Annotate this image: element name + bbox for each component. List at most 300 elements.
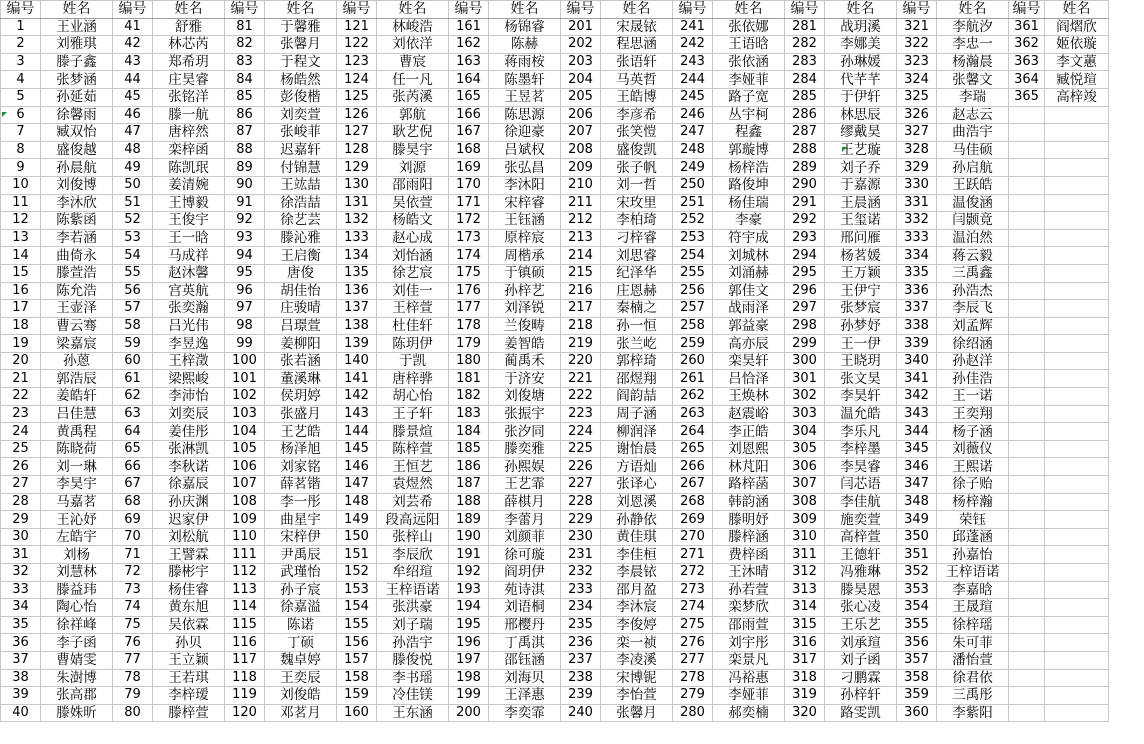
cell-id[interactable]: 338 [897, 317, 937, 335]
cell-name[interactable] [1045, 352, 1109, 370]
cell-name[interactable]: 刘颜菲 [489, 528, 561, 546]
header-cell-id[interactable]: 编号 [785, 1, 825, 19]
cell-id[interactable]: 138 [337, 317, 377, 335]
cell-id[interactable]: 245 [673, 88, 713, 106]
cell-name[interactable]: 王譬霖 [153, 546, 225, 564]
cell-id[interactable]: 50 [113, 176, 153, 194]
cell-name[interactable]: 李梓墨 [825, 440, 897, 458]
cell-id[interactable]: 101 [225, 370, 265, 388]
cell-id[interactable]: 84 [225, 71, 265, 89]
cell-name[interactable]: 陈梓萱 [377, 440, 449, 458]
cell-id[interactable]: 278 [673, 669, 713, 687]
cell-id[interactable]: 325 [897, 88, 937, 106]
cell-id[interactable]: 283 [785, 53, 825, 71]
header-cell-name[interactable]: 姓名 [377, 1, 449, 19]
cell-name[interactable]: 李晨铱 [601, 564, 673, 582]
header-cell-id[interactable]: 编号 [561, 1, 601, 19]
header-cell-name[interactable]: 姓名 [41, 1, 113, 19]
cell-name[interactable] [1045, 493, 1109, 511]
cell-id[interactable]: 79 [113, 687, 153, 705]
cell-name[interactable]: 张子帆 [601, 159, 673, 177]
cell-name[interactable] [1045, 229, 1109, 247]
cell-name[interactable]: 张洪豪 [377, 599, 449, 617]
cell-name[interactable]: 刘俊博 [41, 176, 113, 194]
cell-id[interactable]: 112 [225, 564, 265, 582]
cell-name[interactable]: 刘恩溪 [601, 493, 673, 511]
cell-name[interactable]: 王博毅 [153, 194, 225, 212]
cell-id[interactable] [1009, 247, 1045, 265]
cell-name[interactable]: 曲倚永 [41, 247, 113, 265]
cell-id[interactable]: 110 [225, 528, 265, 546]
cell-name[interactable]: 王钰涵 [489, 212, 561, 230]
cell-name[interactable]: 唐俊 [265, 264, 337, 282]
cell-name[interactable]: 姜皓轩 [41, 388, 113, 406]
cell-id[interactable]: 349 [897, 511, 937, 529]
cell-id[interactable] [1009, 669, 1045, 687]
header-cell-name[interactable]: 姓名 [265, 1, 337, 19]
cell-id[interactable]: 324 [897, 71, 937, 89]
cell-name[interactable]: 刘一哲 [601, 176, 673, 194]
cell-name[interactable]: 王艺皓 [265, 423, 337, 441]
cell-id[interactable]: 251 [673, 194, 713, 212]
header-cell-name[interactable]: 姓名 [713, 1, 785, 19]
cell-name[interactable]: 张梦宸 [825, 300, 897, 318]
cell-name[interactable]: 李怡萱 [601, 687, 673, 705]
cell-id[interactable]: 8 [1, 141, 41, 159]
cell-name[interactable]: 王万颖 [825, 264, 897, 282]
cell-name[interactable]: 王德轩 [825, 546, 897, 564]
cell-name[interactable] [1045, 581, 1109, 599]
cell-id[interactable]: 299 [785, 335, 825, 353]
cell-name[interactable]: 刘雅琪 [41, 36, 113, 54]
cell-name[interactable]: 陈凯珉 [153, 159, 225, 177]
cell-name[interactable]: 张语轩 [601, 53, 673, 71]
cell-id[interactable]: 358 [897, 669, 937, 687]
cell-name[interactable]: 谢怡晨 [601, 440, 673, 458]
cell-id[interactable]: 266 [673, 458, 713, 476]
cell-id[interactable]: 132 [337, 212, 377, 230]
cell-name[interactable]: 曲星宇 [265, 511, 337, 529]
cell-name[interactable]: 臧双怡 [41, 124, 113, 142]
cell-id[interactable]: 92 [225, 212, 265, 230]
cell-id[interactable]: 182 [449, 388, 489, 406]
cell-name[interactable]: 宋博铌 [601, 669, 673, 687]
cell-name[interactable]: 王沐晴 [713, 564, 785, 582]
cell-id[interactable]: 353 [897, 581, 937, 599]
cell-name[interactable]: 高亦辰 [713, 335, 785, 353]
cell-id[interactable]: 195 [449, 616, 489, 634]
cell-name[interactable]: 盛俊越 [41, 141, 113, 159]
cell-id[interactable]: 257 [673, 300, 713, 318]
cell-name[interactable]: 吴依萱 [377, 194, 449, 212]
cell-id[interactable]: 64 [113, 423, 153, 441]
cell-id[interactable] [1009, 423, 1045, 441]
cell-name[interactable]: 刘子瑞 [377, 616, 449, 634]
cell-name[interactable]: 阎韵喆 [601, 388, 673, 406]
cell-name[interactable]: 杨瀚晨 [937, 53, 1009, 71]
cell-id[interactable]: 264 [673, 423, 713, 441]
cell-name[interactable]: 梁嘉宸 [41, 335, 113, 353]
cell-id[interactable]: 337 [897, 300, 937, 318]
cell-id[interactable]: 169 [449, 159, 489, 177]
cell-name[interactable]: 兰俊畴 [489, 317, 561, 335]
cell-id[interactable]: 36 [1, 634, 41, 652]
cell-name[interactable]: 唐梓然 [153, 124, 225, 142]
cell-name[interactable]: 曹云骞 [41, 317, 113, 335]
cell-name[interactable]: 孙琳媛 [825, 53, 897, 71]
cell-id[interactable]: 203 [561, 53, 601, 71]
cell-id[interactable]: 340 [897, 352, 937, 370]
cell-id[interactable]: 99 [225, 335, 265, 353]
cell-id[interactable]: 57 [113, 300, 153, 318]
cell-name[interactable] [1045, 546, 1109, 564]
cell-id[interactable]: 247 [673, 124, 713, 142]
cell-name[interactable]: 王熙诺 [937, 458, 1009, 476]
cell-id[interactable]: 290 [785, 176, 825, 194]
cell-id[interactable]: 95 [225, 264, 265, 282]
cell-id[interactable]: 164 [449, 71, 489, 89]
cell-id[interactable]: 263 [673, 405, 713, 423]
cell-name[interactable]: 薛棋月 [489, 493, 561, 511]
cell-name[interactable]: 吴依霖 [153, 616, 225, 634]
cell-id[interactable]: 173 [449, 229, 489, 247]
cell-id[interactable]: 181 [449, 370, 489, 388]
cell-id[interactable]: 350 [897, 528, 937, 546]
cell-id[interactable]: 129 [337, 159, 377, 177]
cell-id[interactable]: 298 [785, 317, 825, 335]
cell-id[interactable]: 270 [673, 528, 713, 546]
cell-id[interactable]: 294 [785, 247, 825, 265]
cell-id[interactable]: 3 [1, 53, 41, 71]
cell-id[interactable]: 93 [225, 229, 265, 247]
cell-name[interactable]: 孙启航 [937, 159, 1009, 177]
cell-name[interactable]: 郭佳文 [713, 282, 785, 300]
cell-id[interactable]: 239 [561, 687, 601, 705]
cell-id[interactable]: 116 [225, 634, 265, 652]
cell-name[interactable]: 王焕林 [713, 388, 785, 406]
cell-name[interactable]: 于济安 [489, 370, 561, 388]
cell-name[interactable]: 李奕霏 [489, 704, 561, 722]
cell-name[interactable]: 马佳硕 [937, 141, 1009, 159]
cell-name[interactable]: 孙梓艺 [489, 282, 561, 300]
cell-name[interactable]: 侯玥婷 [265, 388, 337, 406]
cell-id[interactable]: 41 [113, 18, 153, 36]
cell-id[interactable]: 73 [113, 581, 153, 599]
cell-id[interactable]: 261 [673, 370, 713, 388]
cell-name[interactable]: 李蕾月 [489, 511, 561, 529]
cell-id[interactable]: 250 [673, 176, 713, 194]
cell-id[interactable] [1009, 476, 1045, 494]
cell-id[interactable]: 329 [897, 159, 937, 177]
cell-id[interactable]: 254 [673, 247, 713, 265]
cell-name[interactable]: 刘子乔 [825, 159, 897, 177]
cell-name[interactable]: 王梓语诺 [377, 581, 449, 599]
cell-id[interactable]: 165 [449, 88, 489, 106]
cell-name[interactable]: 马成祥 [153, 247, 225, 265]
cell-id[interactable]: 319 [785, 687, 825, 705]
cell-name[interactable]: 徐绍涵 [937, 335, 1009, 353]
cell-name[interactable]: 林思辰 [825, 106, 897, 124]
cell-id[interactable] [1009, 300, 1045, 318]
cell-name[interactable]: 孙佳浩 [937, 370, 1009, 388]
cell-id[interactable]: 320 [785, 704, 825, 722]
cell-name[interactable]: 温俊涵 [937, 194, 1009, 212]
cell-id[interactable]: 124 [337, 71, 377, 89]
cell-name[interactable]: 邵煜翔 [601, 370, 673, 388]
cell-name[interactable]: 刘松航 [153, 528, 225, 546]
cell-id[interactable]: 48 [113, 141, 153, 159]
cell-name[interactable]: 李瑞 [937, 88, 1009, 106]
cell-id[interactable]: 288 [785, 141, 825, 159]
cell-id[interactable]: 161 [449, 18, 489, 36]
cell-name[interactable]: 李娜美 [825, 36, 897, 54]
cell-id[interactable]: 317 [785, 651, 825, 669]
cell-id[interactable] [1009, 616, 1045, 634]
cell-name[interactable]: 苑诗淇 [489, 581, 561, 599]
cell-name[interactable]: 孙赵洋 [937, 352, 1009, 370]
cell-id[interactable]: 81 [225, 18, 265, 36]
cell-name[interactable]: 杨佳睿 [153, 581, 225, 599]
cell-id[interactable]: 128 [337, 141, 377, 159]
cell-name[interactable]: 吕佳慧 [41, 405, 113, 423]
cell-name[interactable]: 刘奕辰 [153, 405, 225, 423]
cell-id[interactable]: 177 [449, 300, 489, 318]
cell-name[interactable]: 纪泽华 [601, 264, 673, 282]
cell-name[interactable]: 耿艺倪 [377, 124, 449, 142]
cell-name[interactable] [1045, 247, 1109, 265]
cell-name[interactable]: 杨皓文 [377, 212, 449, 230]
cell-name[interactable]: 徐嘉辰 [153, 476, 225, 494]
cell-name[interactable]: 孙若萱 [713, 581, 785, 599]
cell-id[interactable]: 144 [337, 423, 377, 441]
cell-id[interactable]: 216 [561, 282, 601, 300]
cell-name[interactable]: 邱蓬涵 [937, 528, 1009, 546]
cell-name[interactable]: 秦楠之 [601, 300, 673, 318]
cell-name[interactable]: 迟家伊 [153, 511, 225, 529]
cell-id[interactable]: 272 [673, 564, 713, 582]
cell-id[interactable] [1009, 370, 1045, 388]
cell-name[interactable]: 李俊婷 [601, 616, 673, 634]
cell-id[interactable]: 231 [561, 546, 601, 564]
cell-name[interactable] [1045, 476, 1109, 494]
cell-id[interactable]: 262 [673, 388, 713, 406]
cell-name[interactable]: 李子函 [41, 634, 113, 652]
cell-id[interactable]: 156 [337, 634, 377, 652]
cell-id[interactable]: 125 [337, 88, 377, 106]
cell-name[interactable]: 李辰欣 [377, 546, 449, 564]
cell-id[interactable]: 12 [1, 212, 41, 230]
cell-name[interactable]: 李文蕙 [1045, 53, 1109, 71]
cell-id[interactable]: 142 [337, 388, 377, 406]
header-cell-id[interactable]: 编号 [1009, 1, 1045, 19]
cell-id[interactable] [1009, 124, 1045, 142]
cell-name[interactable]: 郭益豪 [713, 317, 785, 335]
cell-id[interactable]: 17 [1, 300, 41, 318]
cell-name[interactable] [1045, 687, 1109, 705]
cell-name[interactable]: 王艺璇 [825, 141, 897, 159]
cell-name[interactable]: 王皓博 [601, 88, 673, 106]
cell-id[interactable]: 136 [337, 282, 377, 300]
cell-name[interactable]: 刘怡涵 [377, 247, 449, 265]
cell-name[interactable]: 赵心成 [377, 229, 449, 247]
cell-name[interactable]: 朱澍博 [41, 669, 113, 687]
cell-name[interactable]: 邵钰涵 [489, 651, 561, 669]
cell-id[interactable]: 314 [785, 599, 825, 617]
cell-id[interactable]: 188 [449, 493, 489, 511]
cell-name[interactable]: 郭梓琦 [601, 352, 673, 370]
cell-name[interactable]: 缪戴昊 [825, 124, 897, 142]
cell-name[interactable]: 孙浩宇 [377, 634, 449, 652]
cell-id[interactable]: 155 [337, 616, 377, 634]
header-cell-id[interactable]: 编号 [337, 1, 377, 19]
cell-id[interactable]: 304 [785, 423, 825, 441]
cell-id[interactable]: 88 [225, 141, 265, 159]
cell-name[interactable]: 杜佳轩 [377, 317, 449, 335]
cell-name[interactable]: 王梓澂 [153, 352, 225, 370]
cell-id[interactable]: 184 [449, 423, 489, 441]
cell-name[interactable]: 李豪 [713, 212, 785, 230]
cell-name[interactable]: 符宇成 [713, 229, 785, 247]
cell-name[interactable]: 刘语桐 [489, 599, 561, 617]
cell-name[interactable]: 李秋诺 [153, 458, 225, 476]
cell-id[interactable]: 167 [449, 124, 489, 142]
cell-id[interactable]: 104 [225, 423, 265, 441]
cell-id[interactable]: 174 [449, 247, 489, 265]
cell-id[interactable]: 130 [337, 176, 377, 194]
cell-name[interactable]: 张依涵 [713, 53, 785, 71]
cell-id[interactable]: 305 [785, 440, 825, 458]
cell-id[interactable]: 287 [785, 124, 825, 142]
cell-name[interactable]: 孙梦妤 [825, 317, 897, 335]
cell-id[interactable]: 127 [337, 124, 377, 142]
cell-name[interactable]: 杨皓然 [265, 71, 337, 89]
cell-name[interactable]: 蒋云毅 [937, 247, 1009, 265]
cell-name[interactable]: 栾一祯 [601, 634, 673, 652]
cell-id[interactable]: 221 [561, 370, 601, 388]
cell-id[interactable] [1009, 599, 1045, 617]
cell-id[interactable]: 344 [897, 423, 937, 441]
cell-id[interactable]: 187 [449, 476, 489, 494]
cell-name[interactable]: 陈墨轩 [489, 71, 561, 89]
cell-name[interactable]: 张馨月 [601, 704, 673, 722]
cell-name[interactable]: 滕奕雅 [489, 440, 561, 458]
cell-id[interactable]: 77 [113, 651, 153, 669]
cell-name[interactable]: 张兰屹 [601, 335, 673, 353]
cell-id[interactable]: 183 [449, 405, 489, 423]
cell-name[interactable]: 陈晓荷 [41, 440, 113, 458]
cell-id[interactable]: 11 [1, 194, 41, 212]
cell-id[interactable]: 117 [225, 651, 265, 669]
cell-name[interactable]: 邵雨阳 [377, 176, 449, 194]
cell-name[interactable]: 李嘉晗 [937, 581, 1009, 599]
cell-id[interactable]: 345 [897, 440, 937, 458]
cell-id[interactable]: 151 [337, 546, 377, 564]
cell-name[interactable]: 李乐凡 [825, 423, 897, 441]
cell-id[interactable]: 21 [1, 370, 41, 388]
cell-name[interactable]: 林芃阳 [713, 458, 785, 476]
cell-name[interactable]: 冷佳镁 [377, 687, 449, 705]
cell-name[interactable]: 宋梓睿 [489, 194, 561, 212]
cell-name[interactable]: 孙蒽 [41, 352, 113, 370]
cell-name[interactable]: 刘家铭 [265, 458, 337, 476]
cell-id[interactable]: 137 [337, 300, 377, 318]
cell-id[interactable]: 45 [113, 88, 153, 106]
cell-id[interactable]: 295 [785, 264, 825, 282]
cell-id[interactable]: 29 [1, 511, 41, 529]
cell-id[interactable]: 361 [1009, 18, 1045, 36]
cell-name[interactable]: 刘恩熙 [713, 440, 785, 458]
cell-name[interactable]: 王艺霏 [489, 476, 561, 494]
cell-name[interactable]: 王立颖 [153, 651, 225, 669]
cell-id[interactable]: 307 [785, 476, 825, 494]
cell-id[interactable]: 346 [897, 458, 937, 476]
cell-name[interactable]: 滕姝昕 [41, 704, 113, 722]
cell-id[interactable]: 351 [897, 546, 937, 564]
cell-name[interactable]: 徐馨雨 [41, 106, 113, 124]
cell-name[interactable]: 刘思睿 [601, 247, 673, 265]
cell-id[interactable]: 364 [1009, 71, 1045, 89]
cell-id[interactable]: 269 [673, 511, 713, 529]
cell-id[interactable]: 199 [449, 687, 489, 705]
cell-id[interactable]: 34 [1, 599, 41, 617]
cell-id[interactable]: 19 [1, 335, 41, 353]
cell-name[interactable]: 徐迎豪 [489, 124, 561, 142]
cell-id[interactable]: 7 [1, 124, 41, 142]
cell-id[interactable]: 273 [673, 581, 713, 599]
cell-name[interactable]: 程思涵 [601, 36, 673, 54]
cell-name[interactable]: 张弘昌 [489, 159, 561, 177]
cell-id[interactable]: 133 [337, 229, 377, 247]
cell-name[interactable] [1045, 388, 1109, 406]
cell-name[interactable]: 赵志云 [937, 106, 1009, 124]
cell-id[interactable]: 226 [561, 458, 601, 476]
cell-name[interactable]: 滕景煊 [377, 423, 449, 441]
cell-name[interactable]: 程鑫 [713, 124, 785, 142]
cell-name[interactable]: 李书瑶 [377, 669, 449, 687]
cell-id[interactable]: 275 [673, 616, 713, 634]
cell-id[interactable]: 28 [1, 493, 41, 511]
cell-id[interactable]: 180 [449, 352, 489, 370]
cell-id[interactable]: 252 [673, 212, 713, 230]
cell-id[interactable]: 1 [1, 18, 41, 36]
cell-id[interactable]: 105 [225, 440, 265, 458]
cell-name[interactable]: 刘城林 [713, 247, 785, 265]
cell-name[interactable]: 任一凡 [377, 71, 449, 89]
cell-id[interactable]: 327 [897, 124, 937, 142]
cell-name[interactable]: 于镇硕 [489, 264, 561, 282]
cell-name[interactable]: 杨泽旭 [265, 440, 337, 458]
cell-name[interactable]: 丛宇柯 [713, 106, 785, 124]
cell-name[interactable] [1045, 423, 1109, 441]
cell-id[interactable]: 232 [561, 564, 601, 582]
cell-name[interactable]: 陈玥伊 [377, 335, 449, 353]
cell-name[interactable]: 王恒艺 [377, 458, 449, 476]
cell-name[interactable]: 刘源 [377, 159, 449, 177]
cell-id[interactable]: 343 [897, 405, 937, 423]
cell-id[interactable]: 342 [897, 388, 937, 406]
cell-name[interactable]: 徐艺芸 [265, 212, 337, 230]
cell-id[interactable]: 46 [113, 106, 153, 124]
cell-id[interactable]: 328 [897, 141, 937, 159]
cell-id[interactable]: 51 [113, 194, 153, 212]
cell-name[interactable]: 王跃皓 [937, 176, 1009, 194]
cell-name[interactable]: 于程文 [265, 53, 337, 71]
cell-id[interactable] [1009, 581, 1045, 599]
cell-name[interactable]: 三禹彤 [937, 687, 1009, 705]
cell-name[interactable] [1045, 212, 1109, 230]
cell-name[interactable]: 王东涵 [377, 704, 449, 722]
cell-name[interactable]: 原梓宸 [489, 229, 561, 247]
